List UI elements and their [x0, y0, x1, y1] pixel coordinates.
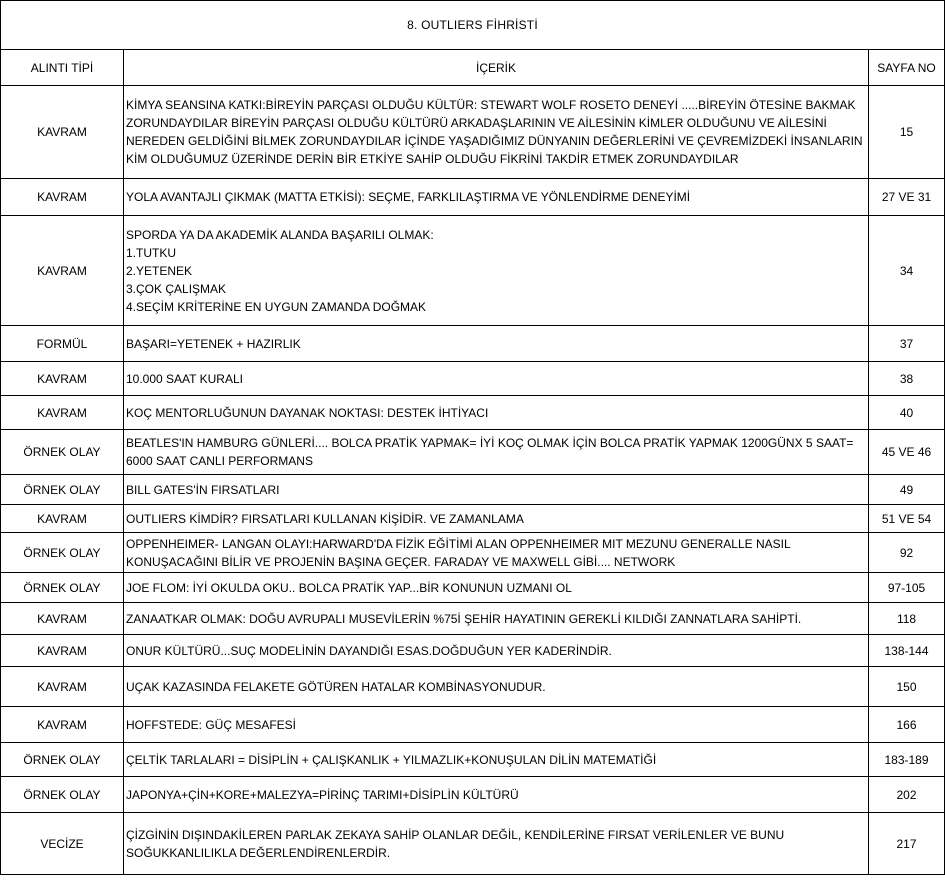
table-row — [1, 777, 945, 813]
cell-content: 10.000 SAAT KURALI — [124, 362, 869, 396]
sheet-title: 8. OUTLIERS FİHRİSTİ — [1, 1, 945, 50]
cell-type: KAVRAM — [1, 707, 124, 743]
table-row — [1, 635, 945, 667]
cell-page: 118 — [869, 603, 945, 635]
cell-content: YOLA AVANTAJLI ÇIKMAK (MATTA ETKİSİ): SEÇME, FARKLILAŞTIRMA VE YÖNLENDİRME DENEYİMİ — [124, 179, 869, 216]
cell-type: ÖRNEK OLAY — [1, 533, 124, 573]
cell-type: FORMÜL — [1, 326, 124, 362]
cell-type: ÖRNEK OLAY — [1, 743, 124, 777]
table-row — [1, 533, 945, 573]
cell-page: 40 — [869, 396, 945, 430]
cell-type: ÖRNEK OLAY — [1, 475, 124, 505]
cell-type: KAVRAM — [1, 635, 124, 667]
cell-content: UÇAK KAZASINDA FELAKETE GÖTÜREN HATALAR KOMBİNASYONUDUR. — [124, 667, 869, 707]
table-row — [1, 573, 945, 603]
header-page: SAYFA NO — [869, 50, 945, 86]
cell-page: 51 VE 54 — [869, 505, 945, 533]
table-row — [1, 216, 945, 326]
cell-content: ÇELTİK TARLALARI = DİSİPLİN + ÇALIŞKANLIK + YILMAZLIK+KONUŞULAN DİLİN MATEMATİĞİ — [124, 743, 869, 777]
cell-content: ZANAATKAR OLMAK: DOĞU AVRUPALI MUSEVİLERİN %75İ ŞEHİR HAYATININ GEREKLİ KILDIĞI ZANNATLARA SAHİPTİ. — [124, 603, 869, 635]
cell-content: ONUR KÜLTÜRÜ...SUÇ MODELİNİN DAYANDIĞI ESAS.DOĞDUĞUN YER KADERİNDİR. — [124, 635, 869, 667]
cell-page: 166 — [869, 707, 945, 743]
table-row — [1, 707, 945, 743]
table-row — [1, 396, 945, 430]
cell-type: VECİZE — [1, 813, 124, 875]
table-row — [1, 430, 945, 475]
title-row — [1, 1, 945, 50]
cell-type: KAVRAM — [1, 505, 124, 533]
cell-page: 150 — [869, 667, 945, 707]
cell-page: 202 — [869, 777, 945, 813]
table-row — [1, 326, 945, 362]
table-row — [1, 603, 945, 635]
table-row — [1, 743, 945, 777]
cell-content: BEATLES'IN HAMBURG GÜNLERİ.... BOLCA PRATİK YAPMAK= İYİ KOÇ OLMAK İÇİN BOLCA PRATİK YAPMAK 1200GÜNX 5 SAAT= 6000 SAAT CANLI PERFORMANS — [124, 430, 869, 475]
cell-page: 138-144 — [869, 635, 945, 667]
cell-type: KAVRAM — [1, 362, 124, 396]
cell-type: KAVRAM — [1, 216, 124, 326]
cell-type: KAVRAM — [1, 603, 124, 635]
cell-page: 217 — [869, 813, 945, 875]
table-row — [1, 813, 945, 875]
cell-page: 37 — [869, 326, 945, 362]
cell-type: KAVRAM — [1, 396, 124, 430]
cell-page: 92 — [869, 533, 945, 573]
cell-content: JOE FLOM: İYİ OKULDA OKU.. BOLCA PRATİK YAP...BİR KONUNUN UZMANI OL — [124, 573, 869, 603]
cell-page: 34 — [869, 216, 945, 326]
table-row — [1, 179, 945, 216]
cell-content: OPPENHEIMER- LANGAN OLAYI:HARWARD'DA FİZİK EĞİTİMİ ALAN OPPENHEIMER MIT MEZUNU GENERALLE NASIL KONUŞACAĞINI BİLİR VE PROJENİN BAŞINA GEÇER. FARADAY VE MAXWELL GİBİ.... NETWORK — [124, 533, 869, 573]
cell-content: BILL GATES'İN FIRSATLARI — [124, 475, 869, 505]
cell-content: ÇİZGİNİN DIŞINDAKİLEREN PARLAK ZEKAYA SAHİP OLANLAR DEĞİL, KENDİLERİNE FIRSAT VERİLENLER VE BUNU SOĞUKKANLILIKLA DEĞERLENDİRENLERDİR. — [124, 813, 869, 875]
cell-content: OUTLIERS KİMDİR? FIRSATLARI KULLANAN KİŞİDİR. VE ZAMANLAMA — [124, 505, 869, 533]
cell-type: ÖRNEK OLAY — [1, 430, 124, 475]
table-row — [1, 475, 945, 505]
table-row — [1, 362, 945, 396]
cell-type: KAVRAM — [1, 667, 124, 707]
cell-type: ÖRNEK OLAY — [1, 777, 124, 813]
cell-content: KİMYA SEANSINA KATKI:BİREYİN PARÇASI OLDUĞU KÜLTÜR: STEWART WOLF ROSETO DENEYİ .....BİREYİN ÖTESİNE BAKMAK ZORUNDAYDILAR BİREYİN PARÇASI OLDUĞU KÜLTÜRÜ ARKADAŞLARININ VE AİLESİNİN KİMLER OLDUĞUNU VE AİLESİNİ NEREDEN GELDİĞİNİ BİLMEK ZORUNDAYDILAR İÇİNDE YAŞADIĞIMIZ DÜNYANIN DEĞERLERİNİ VE ÇEVREMİZDEKİ İNSANLARIN KİM OLDUĞUMUZ ÜZERİNDE DERİN BİR ETKİYE SAHİP OLDUĞU FİKRİNİ TAKDİR ETMEK ZORUNDAYDILAR — [124, 86, 869, 179]
cell-type: KAVRAM — [1, 86, 124, 179]
table-row — [1, 505, 945, 533]
cell-page: 15 — [869, 86, 945, 179]
cell-content: JAPONYA+ÇİN+KORE+MALEZYA=PİRİNÇ TARIMI+DİSİPLİN KÜLTÜRÜ — [124, 777, 869, 813]
cell-page: 183-189 — [869, 743, 945, 777]
cell-type: KAVRAM — [1, 179, 124, 216]
cell-type: ÖRNEK OLAY — [1, 573, 124, 603]
cell-content: SPORDA YA DA AKADEMİK ALANDA BAŞARILI OLMAK: 1.TUTKU 2.YETENEK 3.ÇOK ÇALIŞMAK 4.SEÇİM KRİTERİNE EN UYGUN ZAMANDA DOĞMAK — [124, 216, 869, 326]
cell-page: 97-105 — [869, 573, 945, 603]
header-row — [1, 50, 945, 86]
cell-page: 27 VE 31 — [869, 179, 945, 216]
table-row — [1, 667, 945, 707]
header-content: İÇERİK — [124, 50, 869, 86]
cell-content: HOFFSTEDE: GÜÇ MESAFESİ — [124, 707, 869, 743]
cell-content: BAŞARI=YETENEK + HAZIRLIK — [124, 326, 869, 362]
cell-content: KOÇ MENTORLUĞUNUN DAYANAK NOKTASI: DESTEK İHTİYACI — [124, 396, 869, 430]
cell-page: 45 VE 46 — [869, 430, 945, 475]
table-row — [1, 86, 945, 179]
cell-page: 38 — [869, 362, 945, 396]
header-type: ALINTI TİPİ — [1, 50, 124, 86]
cell-page: 49 — [869, 475, 945, 505]
